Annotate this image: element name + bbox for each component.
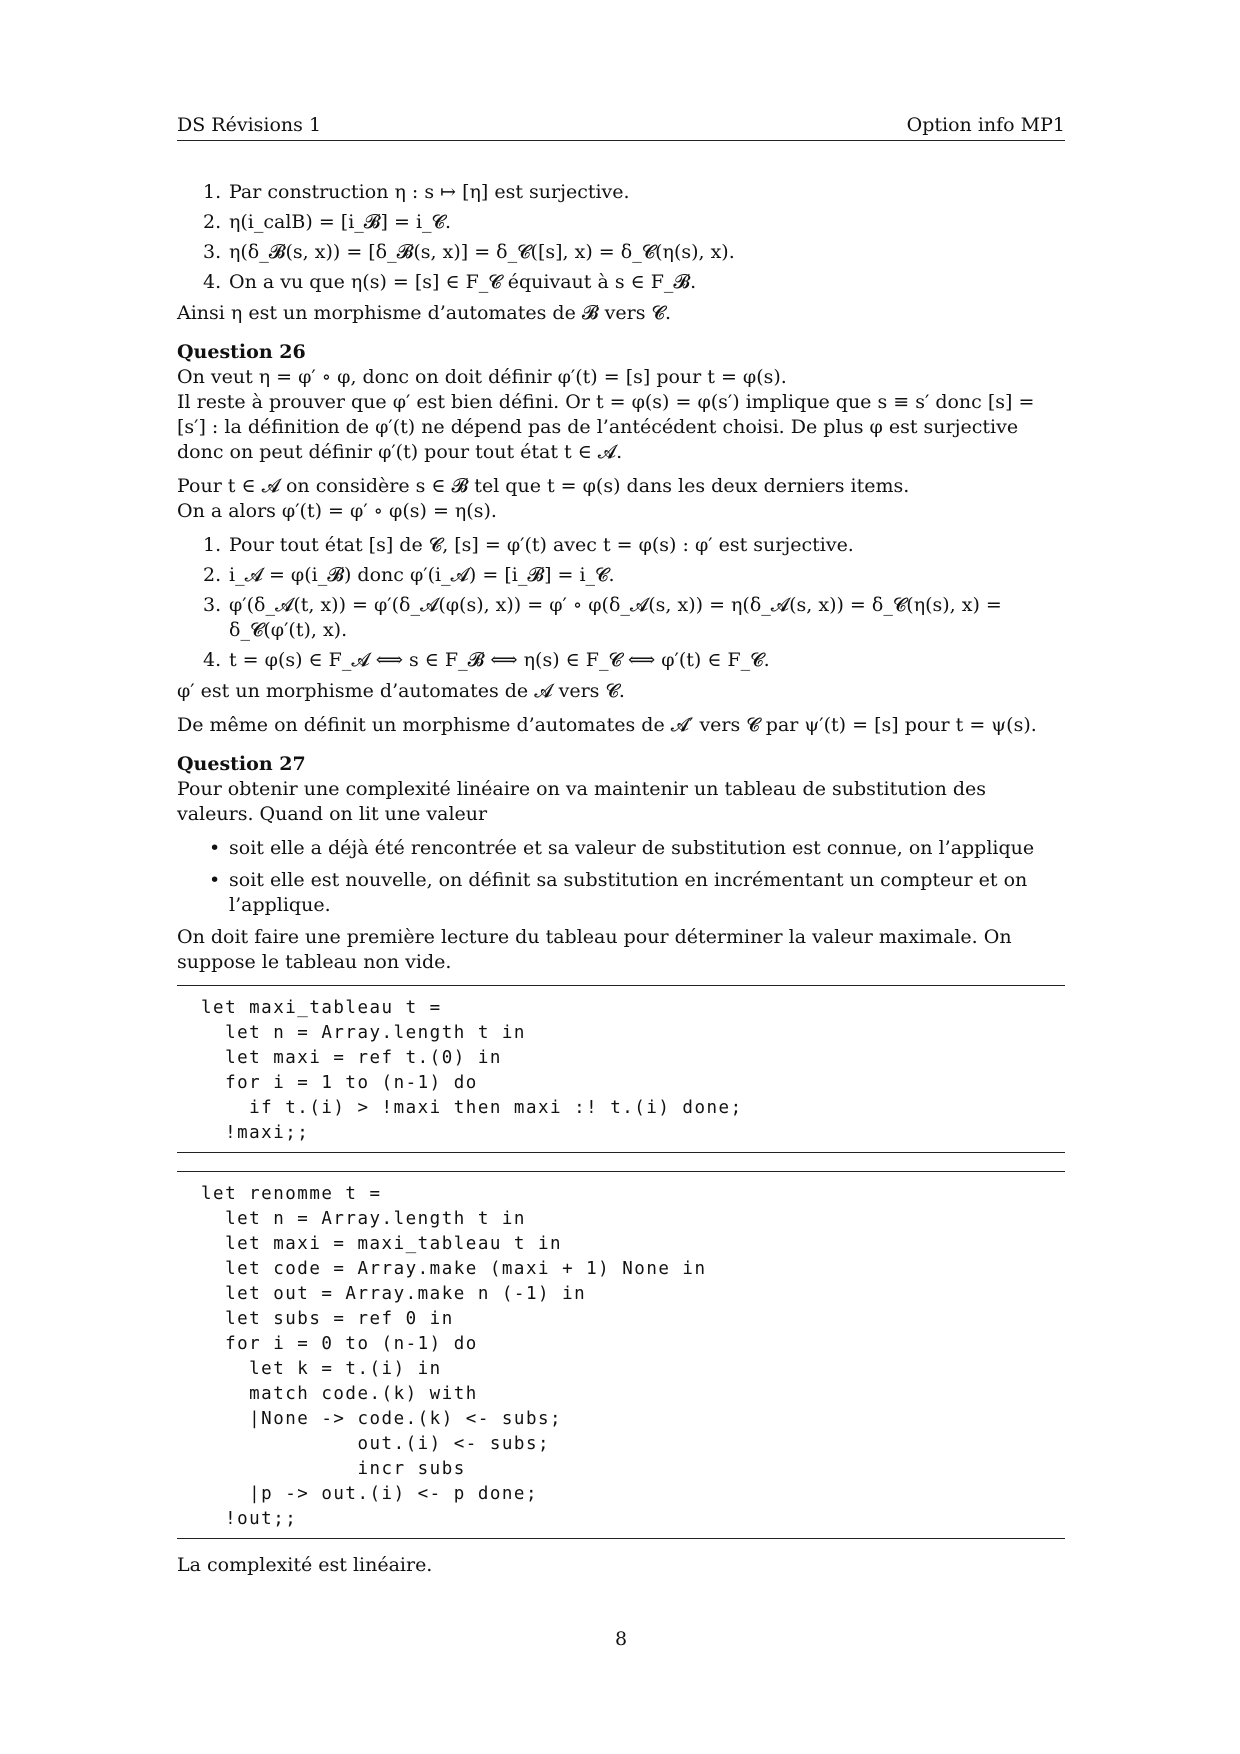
paragraph: On doit faire une première lecture du tableau pour déterminer la valeur maximale. On suppose le tableau non vide. <box>177 926 1012 973</box>
question-26-title: Question 26 <box>177 341 306 363</box>
list-item: • soit elle est nouvelle, on définit sa substitution en incrémentant un compteur et on l’applique. <box>209 869 1028 916</box>
paragraph: La complexité est linéaire. <box>177 1554 433 1576</box>
paragraph: De même on définit un morphisme d’automates de 𝓐′ vers 𝓒 par ψ′(t) = [s] pour t = ψ(s). <box>177 714 1037 736</box>
bullet-list <box>177 836 1065 918</box>
paragraph: Pour t ∈ 𝓐 on considère s ∈ 𝓑 tel que t = φ(s) dans les deux derniers items. <box>177 475 910 497</box>
code-block-renomme <box>177 1171 1065 1539</box>
question-27-title: Question 27 <box>177 753 306 775</box>
list-item: 4. t = φ(s) ∈ F_𝓐 ⟺ s ∈ F_𝓑 ⟺ η(s) ∈ F_𝓒 ⟺ φ′(t) ∈ F_𝓒. <box>203 649 770 671</box>
list-item: 2. i_𝓐 = φ(i_𝓑) donc φ′(i_𝓐) = [i_𝓑] = i_𝓒. <box>203 564 615 586</box>
list-item: 1. Pour tout état [s] de 𝓒, [s] = φ′(t) avec t = φ(s) : φ′ est surjective. <box>203 534 854 556</box>
page-content <box>177 180 1065 1587</box>
paragraph: Ainsi η est un morphisme d’automates de 𝓑 vers 𝓒. <box>177 302 672 324</box>
header-left: DS Révisions 1 <box>177 114 322 136</box>
code-block-maxi-tableau <box>177 985 1065 1153</box>
code-listing: let maxi_tableau t = let n = Array.length t in let maxi = ref t.(0) in for i = 1 to (n-1) do if t.(i) > !maxi then maxi :! t.(i) done; !maxi;; <box>201 998 743 1143</box>
list-item: 2. η(i_calB) = [i_𝓑] = i_𝓒. <box>203 211 452 233</box>
paragraph: On veut η = φ′ ∘ φ, donc on doit définir φ′(t) = [s] pour t = φ(s). <box>177 366 787 388</box>
header-right: Option info MP1 <box>906 114 1065 136</box>
paragraph: Il reste à prouver que φ′ est bien défini. Or t = φ(s) = φ(s′) implique que s ≡ s′ donc [s] = [s′] : la définition de φ′(t) ne dépend pas de l’antécédent choisi. De plus φ est surjective donc on peut définir φ′(t) pour tout état t ∈ 𝓐. <box>177 391 1035 463</box>
list-item: 3. η(δ_𝓑(s, x)) = [δ_𝓑(s, x)] = δ_𝓒([s], x) = δ_𝓒(η(s), x). <box>203 241 735 263</box>
list-morphism-eta <box>177 180 1065 295</box>
list-item: 3. φ′(δ_𝓐(t, x)) = φ′(δ_𝓐(φ(s), x)) = φ′ ∘ φ(δ_𝓐(s, x)) = η(δ_𝓐(s, x)) = δ_𝓒(η(s), x) = δ_𝓒(φ′(t), x). <box>203 594 1002 641</box>
paragraph: φ′ est un morphisme d’automates de 𝓐 vers 𝓒. <box>177 680 625 702</box>
paragraph: Pour obtenir une complexité linéaire on va maintenir un tableau de substitution des valeurs. Quand on lit une valeur <box>177 778 987 825</box>
list-item: 4. On a vu que η(s) = [s] ∈ F_𝓒 équivaut à s ∈ F_𝓑. <box>203 271 697 293</box>
code-listing: let renomme t = let n = Array.length t in let maxi = maxi_tableau t in let code = Array.make (maxi + 1) None in let out = Array.make n (-1) in let subs = ref 0 in for i = 0 to (n-1) do let k = t.(i) in match code.(k) with |None -> code.(k) <- subs; out.(i) <- subs; incr subs |p -> out.(i) <- p done; !out;; <box>201 1184 707 1529</box>
list-morphism-phi <box>177 533 1065 673</box>
page-number: 8 <box>614 1628 628 1650</box>
page-header <box>177 114 1065 141</box>
list-item: 1. Par construction η : s ↦ [η] est surjective. <box>203 181 630 203</box>
list-item: • soit elle a déjà été rencontrée et sa valeur de substitution est connue, on l’applique <box>209 837 1035 859</box>
paragraph: On a alors φ′(t) = φ′ ∘ φ(s) = η(s). <box>177 500 497 522</box>
